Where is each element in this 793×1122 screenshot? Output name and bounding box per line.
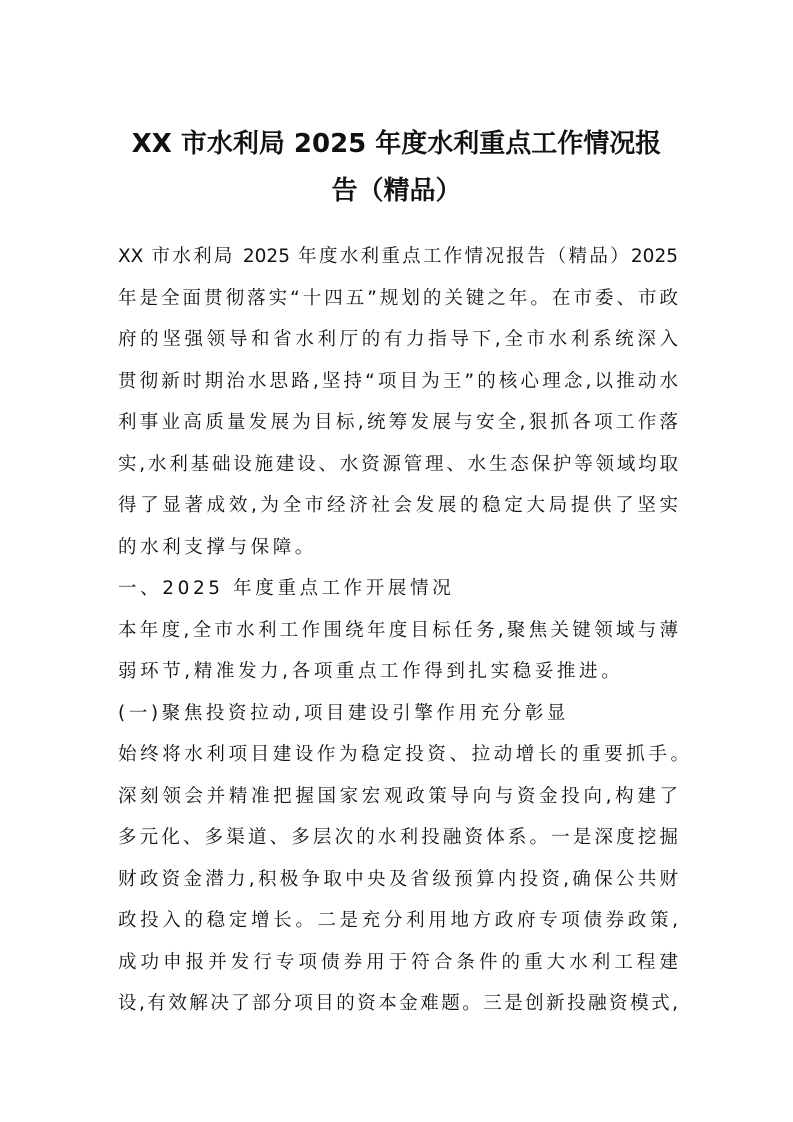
text-line: 始终将水利项目建设作为稳定投资、拉动增长的重要抓手。	[118, 744, 693, 765]
text-line: 多元化、多渠道、多层次的水利投融资体系。一是深度挖掘	[118, 827, 678, 848]
text-line: 府的坚强领导和省水利厅的有力指导下,全市水利系统深入	[118, 329, 678, 350]
text-line: 一、2025 年度重点工作开展情况	[118, 578, 455, 599]
text-line: 得了显著成效,为全市经济社会发展的稳定大局提供了坚实	[118, 495, 678, 516]
text-line: 利事业高质量发展为目标,统筹发展与安全,狠抓各项工作落	[118, 412, 678, 433]
text-line: 年是全面贯彻落实“十四五”规划的关键之年。在市委、市政	[118, 287, 678, 309]
title-line-2: 告（精品）	[331, 176, 462, 206]
text-line: 深刻领会并精准把握国家宏观政策导向与资金投向,构建了	[118, 785, 678, 807]
document-body	[118, 236, 693, 1025]
text-line: 的水利支撑与保障。	[118, 536, 317, 558]
text-line: 政投入的稳定增长。二是充分利用地方政府专项债券政策,	[118, 910, 678, 931]
text-line: 贯彻新时期治水思路,坚持“项目为王”的核心理念,以推动水	[118, 370, 678, 392]
text-line: 实,水利基础设施建设、水资源管理、水生态保护等领域均取	[118, 453, 678, 475]
text-line: 成功申报并发行专项债券用于符合条件的重大水利工程建	[118, 951, 678, 973]
title-line-1: XX 市水利局 2025 年度水利重点工作情况报	[131, 129, 662, 159]
document-title	[100, 121, 693, 215]
text-line: (一)聚焦投资拉动,项目建设引擎作用充分彰显	[118, 702, 570, 724]
text-line: 财政资金潜力,积极争取中央及省级预算内投资,确保公共财	[118, 868, 678, 890]
text-line: 弱环节,精准发力,各项重点工作得到扎实稳妥推进。	[118, 661, 624, 682]
text-line: XX 市水利局 2025 年度水利重点工作情况报告（精品）2025	[118, 246, 678, 267]
text-line: 本年度,全市水利工作围绕年度目标任务,聚焦关键领域与薄	[118, 619, 678, 641]
text-line: 设,有效解决了部分项目的资本金难题。三是创新投融资模式,	[118, 993, 678, 1014]
